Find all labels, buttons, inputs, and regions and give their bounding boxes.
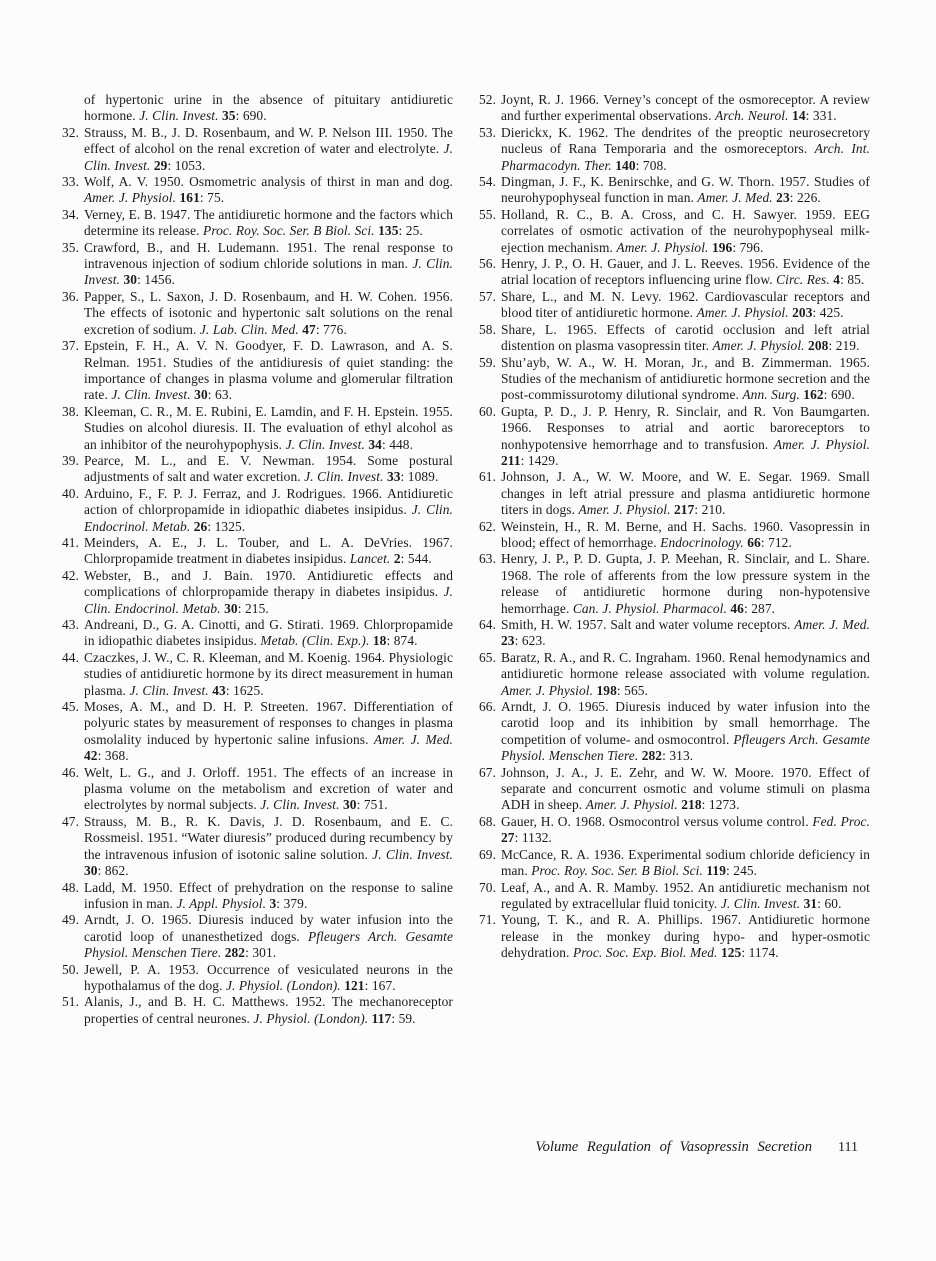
- reference-pages: : 167.: [364, 977, 396, 993]
- reference-pages: : 301.: [245, 945, 277, 961]
- reference-text: Weinstein, H., R. M. Berne, and H. Sachs. 1960. Vasopressin in blood; effect of hemorrhage.: [501, 518, 870, 550]
- reference-text: Strauss, M. B., R. K. Davis, J. D. Rosenbaum, and E. C. Rossmeisl. 1951. “Water diuresis” produced during recumbency by the intravenous infusion of isotonic saline solution.: [84, 813, 453, 862]
- reference-item: [62, 912, 453, 961]
- reference-pages: : 1132.: [514, 830, 552, 846]
- reference-pages: : 712.: [760, 534, 792, 550]
- reference-journal: Pfleugers Arch. Gesamte Physiol. Menschen Tiere.: [501, 731, 870, 764]
- reference-journal: J. Physiol. (London).: [225, 977, 345, 993]
- reference-journal: J. Clin. Endocrinol. Metab.: [84, 584, 453, 616]
- reference-volume: 218: [681, 797, 702, 813]
- reference-item: [62, 880, 453, 913]
- reference-text: Crawford, B., and H. Ludemann. 1951. The renal response to intravenous injection of sodium chloride solutions in man.: [84, 239, 453, 272]
- reference-pages: : 796.: [732, 239, 764, 255]
- reference-item: [479, 207, 870, 256]
- reference-pages: : 448.: [381, 436, 414, 452]
- reference-journal: J. Clin. Invest.: [260, 797, 343, 813]
- reference-item: [479, 289, 870, 322]
- reference-number: 67.: [479, 764, 497, 780]
- reference-volume: 30: [84, 863, 98, 879]
- reference-journal: Amer. J. Physiol.: [616, 239, 712, 255]
- reference-text: Share, L. 1965. Effects of carotid occlusion and left atrial distention on plasma vasopressin titer.: [501, 321, 870, 354]
- reference-number: 49.: [62, 912, 80, 928]
- reference-pages: : 623.: [514, 633, 546, 649]
- reference-pages: : 331.: [805, 108, 837, 124]
- reference-pages: : 287.: [743, 600, 776, 616]
- reference-item: [479, 847, 870, 880]
- reference-volume: 140: [615, 157, 636, 173]
- reference-volume: 217: [674, 502, 695, 518]
- reference-journal: Arch. Int. Pharmacodyn. Ther.: [501, 141, 870, 173]
- reference-volume: 198: [596, 682, 617, 698]
- reference-volume: 162: [803, 387, 824, 403]
- reference-volume: 208: [808, 338, 829, 354]
- reference-volume: 3: [269, 895, 277, 911]
- reference-pages: : 690.: [823, 387, 855, 403]
- reference-journal: J. Clin. Endocrinol. Metab.: [84, 502, 453, 534]
- reference-item: [62, 535, 453, 568]
- reference-text: Smith, H. W. 1957. Salt and water volume receptors.: [501, 617, 795, 632]
- reference-text: Papper, S., L. Saxon, J. D. Rosenbaum, and H. W. Cohen. 1956. The effects of isotonic and hypertonic salt solutions on the renal excretion of sodium.: [84, 288, 453, 337]
- reference-text: Johnson, J. A., W. W. Moore, and W. E. Segar. 1969. Small changes in left atrial pressure and plasma antidiuretic hormone titers in dogs.: [501, 469, 870, 518]
- reference-item: [62, 453, 453, 486]
- reference-number: 70.: [479, 879, 497, 895]
- reference-item: [479, 256, 870, 289]
- reference-volume: 203: [792, 305, 813, 321]
- reference-pages: : 379.: [276, 895, 308, 911]
- reference-text: Ladd, M. 1950. Effect of prehydration on the response to saline infusion in man.: [84, 879, 453, 911]
- reference-number: 46.: [62, 764, 80, 780]
- reference-number: 50.: [62, 961, 80, 977]
- reference-text: Johnson, J. A., J. E. Zehr, and W. W. Moore. 1970. Effect of separate and concurrent osmotic and volume stimuli on plasma ADH in sheep.: [501, 764, 870, 813]
- reference-columns: [62, 92, 870, 1027]
- reference-number: 62.: [479, 518, 497, 534]
- reference-pages: : 60.: [817, 895, 842, 911]
- reference-item: [62, 338, 453, 404]
- reference-volume: 161: [179, 190, 200, 206]
- reference-number: 41.: [62, 534, 80, 550]
- reference-volume: 121: [344, 977, 365, 993]
- reference-text: Gupta, P. D., J. P. Henry, R. Sinclair, and R. Von Baumgarten. 1966. Responses to atrial and aortic baroreceptors to nonhypotensive hemorrhage and to transfusion.: [501, 403, 870, 452]
- reference-pages: : 313.: [662, 748, 694, 764]
- reference-number: 61.: [479, 469, 497, 485]
- reference-number: 51.: [62, 994, 80, 1010]
- reference-pages: : 425.: [812, 305, 844, 321]
- reference-item: [479, 404, 870, 470]
- reference-number: 57.: [479, 288, 497, 304]
- reference-volume: 30: [343, 797, 357, 813]
- reference-journal: Amer. J. Med.: [794, 617, 871, 632]
- reference-volume: 42: [84, 748, 98, 764]
- reference-number: 34.: [62, 206, 80, 222]
- reference-volume: 2: [393, 551, 401, 567]
- reference-list-left-column: [62, 92, 453, 1027]
- reference-number: 43.: [62, 617, 80, 632]
- reference-number: 63.: [479, 551, 497, 567]
- reference-journal: Amer. J. Physiol.: [578, 502, 674, 518]
- reference-journal: Proc. Roy. Soc. Ser. B Biol. Sci.: [203, 223, 379, 239]
- running-title: Volume Regulation of Vasopressin Secretion: [535, 1139, 813, 1155]
- reference-journal: Amer. J. Physiol.: [84, 190, 180, 206]
- reference-item: [479, 322, 870, 355]
- reference-text: Kleeman, C. R., M. E. Rubini, E. Lamdin, and F. H. Epstein. 1955. Studies on alcohol diuresis. II. The evaluation of ethyl alcohol as an inhibitor of the neurohypophysis.: [84, 403, 453, 452]
- reference-journal: Endocrinology.: [660, 534, 748, 550]
- reference-pages: : 751.: [356, 797, 388, 813]
- reference-journal: Amer. J. Physiol.: [696, 305, 793, 321]
- reference-item: [479, 814, 870, 847]
- reference-text: Epstein, F. H., A. V. N. Goodyer, F. D. Lawrason, and A. S. Relman. 1951. Studies of the antidiuresis of quiet standing: the importance of changes in plasma volume and glomerular filtration rate.: [84, 338, 453, 403]
- reference-journal: Proc. Soc. Exp. Biol. Med.: [572, 945, 721, 961]
- reference-pages: : 874.: [386, 633, 418, 649]
- reference-volume: 117: [371, 1010, 392, 1026]
- reference-journal: Arch. Neurol.: [715, 108, 793, 124]
- reference-volume: 4: [833, 272, 841, 288]
- reference-pages: : 544.: [400, 551, 432, 567]
- reference-text: Baratz, R. A., and R. C. Ingraham. 1960. Renal hemodynamics and antidiuretic hormone release associated with volume regulation.: [501, 649, 870, 682]
- reference-item: [479, 469, 870, 518]
- reference-text: Andreani, D., G. A. Cinotti, and G. Stirati. 1969. Chlorpropamide in idiopathic diabetes insipidus.: [84, 617, 453, 649]
- reference-volume: 27: [501, 830, 515, 846]
- reference-pages: : 690.: [235, 108, 267, 124]
- reference-pages: : 245.: [726, 863, 758, 879]
- reference-volume: 30: [123, 272, 138, 288]
- reference-journal: J. Clin. Invest.: [111, 387, 195, 403]
- reference-journal: J. Clin. Invest.: [372, 846, 453, 862]
- reference-volume: 35: [221, 108, 236, 124]
- reference-text: of hypertonic urine in the absence of pituitary antidiuretic hormone.: [84, 92, 453, 124]
- reference-pages: : 708.: [635, 157, 667, 173]
- reference-item: [62, 125, 453, 174]
- reference-item: [479, 174, 870, 207]
- reference-number: 65.: [479, 649, 497, 665]
- reference-pages: : 1625.: [225, 682, 264, 698]
- reference-journal: Amer. J. Physiol.: [585, 797, 682, 813]
- reference-item: [479, 699, 870, 765]
- reference-text: Webster, B., and J. Bain. 1970. Antidiuretic effects and complications of chlorpropamide therapy in diabetes insipidus.: [84, 567, 453, 600]
- reference-text: Henry, J. P., P. D. Gupta, J. P. Meehan, R. Sinclair, and L. Share. 1968. The role of afferents from the low pressure system in the release of antidiuretic hormone during non-hypotensive hemorrhage.: [501, 551, 870, 616]
- reference-item: [479, 92, 870, 125]
- reference-journal: J. Clin. Invest.: [129, 682, 213, 698]
- reference-text: Jewell, P. A. 1953. Occurrence of vesiculated neurons in the hypothalamus of the dog.: [84, 961, 453, 993]
- reference-number: 44.: [62, 649, 80, 665]
- reference-number: 64.: [479, 617, 497, 632]
- reference-journal: J. Clin. Invest.: [304, 469, 387, 485]
- reference-item: [62, 962, 453, 995]
- reference-text: Dingman, J. F., K. Benirschke, and G. W. Thorn. 1957. Studies of neurohypophyseal function in man.: [501, 174, 870, 206]
- reference-number: 32.: [62, 124, 80, 140]
- reference-number: 55.: [479, 206, 497, 222]
- reference-text: Shu’ayb, W. A., W. H. Moran, Jr., and B. Zimmerman. 1965. Studies of the mechanism of antidiuretic hormone secretion and the post-commissurotomy dilutional syndrome.: [501, 354, 870, 403]
- reference-pages: : 219.: [828, 338, 860, 354]
- reference-volume: 31: [803, 895, 818, 911]
- reference-pages: : 1325.: [207, 518, 246, 534]
- reference-pages: : 210.: [694, 502, 726, 518]
- reference-volume: 119: [706, 863, 726, 879]
- reference-volume: 282: [641, 748, 663, 764]
- reference-text: Arndt, J. O. 1965. Diuresis induced by water infusion into the carotid loop and its inhibition by small hemorrhage. The competition of volume- and osmocontrol.: [501, 699, 870, 747]
- reference-pages: : 1053.: [167, 157, 206, 173]
- reference-volume: 125: [720, 945, 742, 961]
- reference-item: [479, 765, 870, 814]
- reference-pages: : 25.: [398, 223, 423, 239]
- reference-text: Moses, A. M., and D. H. P. Streeten. 1967. Differentiation of polyuric states by measurement of responses to changes in plasma osmolality induced by hypertonic saline infusions.: [84, 699, 453, 747]
- reference-volume: 211: [501, 452, 521, 468]
- reference-number: 40.: [62, 485, 80, 501]
- reference-number: 53.: [479, 124, 497, 140]
- reference-number: 60.: [479, 403, 497, 419]
- reference-item: [479, 519, 870, 552]
- reference-number: 66.: [479, 699, 497, 715]
- reference-volume: 66: [747, 534, 761, 550]
- reference-journal: J. Clin. Invest.: [139, 108, 222, 124]
- reference-volume: 30: [224, 600, 238, 616]
- reference-text: Pearce, M. L., and E. V. Newman. 1954. Some postural adjustments of salt and water excretion.: [84, 452, 453, 485]
- reference-item: [62, 486, 453, 535]
- reference-journal: J. Appl. Physiol.: [176, 895, 270, 911]
- reference-item: [479, 880, 870, 913]
- reference-item: [479, 617, 870, 650]
- reference-journal: Circ. Res.: [776, 272, 834, 288]
- reference-volume: 46: [730, 600, 744, 616]
- reference-item: [62, 289, 453, 338]
- reference-text: Holland, R. C., B. A. Cross, and C. H. Sawyer. 1959. EEG correlates of osmotic activation of the neurohypophyseal milk-ejection mechanism.: [501, 206, 870, 255]
- reference-item: [479, 650, 870, 699]
- reference-text: McCance, R. A. 1936. Experimental sodium chloride deficiency in man.: [501, 846, 870, 879]
- reference-item: [62, 650, 453, 699]
- reference-journal: Lancet.: [349, 551, 394, 567]
- reference-journal: Metab. (Clin. Exp.).: [260, 633, 373, 649]
- reference-volume: 282: [224, 945, 246, 961]
- reference-text: Young, T. K., and R. A. Phillips. 1967. Antidiuretic hormone release in the monkey during hypo- and hyper-osmotic dehydration.: [501, 912, 870, 961]
- reference-item: [62, 174, 453, 207]
- reference-text: Czaczkes, J. W., C. R. Kleeman, and M. Koenig. 1964. Physiologic studies of antidiuretic hormone by its direct measurement in human plasma.: [84, 649, 453, 698]
- reference-journal: J. Clin. Invest.: [285, 436, 369, 452]
- reference-journal: Can. J. Physiol. Pharmacol.: [572, 600, 731, 616]
- reference-volume: 23: [501, 633, 515, 649]
- reference-text: Share, L., and M. N. Levy. 1962. Cardiovascular receptors and blood titer of antidiuretic hormone.: [501, 288, 870, 321]
- reference-text: Verney, E. B. 1947. The antidiuretic hormone and the factors which determine its release.: [84, 206, 453, 239]
- reference-pages: : 63.: [207, 387, 233, 403]
- reference-number: 56.: [479, 256, 497, 272]
- reference-pages: : 862.: [97, 863, 129, 879]
- reference-number: 69.: [479, 846, 497, 862]
- reference-item: [62, 699, 453, 765]
- reference-item: [479, 912, 870, 961]
- reference-number: 47.: [62, 813, 80, 829]
- reference-volume: 135: [378, 223, 399, 239]
- reference-item: [62, 617, 453, 650]
- reference-pages: : 215.: [237, 600, 269, 616]
- reference-pages: : 1273.: [701, 797, 740, 813]
- reference-pages: : 1174.: [741, 945, 779, 961]
- reference-number: 59.: [479, 354, 497, 370]
- reference-item: [62, 404, 453, 453]
- reference-number: 38.: [62, 403, 80, 419]
- reference-volume: 26: [193, 518, 208, 534]
- reference-journal: Proc. Roy. Soc. Ser. B Biol. Sci.: [531, 863, 707, 879]
- reference-number: 52.: [479, 92, 497, 107]
- reference-journal: Amer. J. Physiol.: [773, 436, 870, 452]
- reference-pages: : 368.: [97, 748, 129, 764]
- reference-volume: 18: [372, 633, 387, 649]
- reference-volume: 47: [302, 321, 316, 337]
- reference-journal: J. Clin. Invest.: [84, 256, 453, 288]
- reference-journal: Amer. J. Med.: [697, 190, 777, 206]
- reference-journal: J. Clin. Invest.: [84, 141, 453, 173]
- page-number: 111: [838, 1140, 858, 1155]
- reference-text: Gauer, H. O. 1968. Osmocontrol versus volume control.: [501, 813, 813, 829]
- page-footer: [480, 1139, 858, 1156]
- reference-journal: J. Clin. Invest.: [720, 895, 804, 911]
- reference-volume: 23: [776, 190, 790, 206]
- reference-text: Dierickx, K. 1962. The dendrites of the preoptic neurosecretory nucleus of Rana Temporaria and the osmoreceptors.: [501, 124, 870, 157]
- reference-item: [62, 92, 453, 125]
- reference-number: 39.: [62, 452, 80, 468]
- reference-text: Leaf, A., and A. R. Mamby. 1952. An antidiuretic mechanism not regulated by extracellular fluid tonicity.: [501, 879, 870, 911]
- reference-item: [62, 568, 453, 617]
- reference-item: [62, 994, 453, 1027]
- reference-number: 36.: [62, 288, 80, 304]
- reference-pages: : 1429.: [520, 452, 559, 468]
- reference-number: 71.: [479, 912, 497, 928]
- reference-pages: : 59.: [391, 1010, 416, 1026]
- reference-number: 68.: [479, 813, 497, 829]
- reference-pages: : 75.: [199, 190, 225, 206]
- reference-volume: 196: [711, 239, 733, 255]
- reference-journal: Fed. Proc.: [812, 813, 870, 829]
- reference-volume: 34: [368, 436, 382, 452]
- reference-number: 58.: [479, 321, 497, 337]
- reference-text: Strauss, M. B., J. D. Rosenbaum, and W. P. Nelson III. 1950. The effect of alcohol on the renal excretion of water and electrolyte.: [84, 124, 453, 157]
- reference-text: Welt, L. G., and J. Orloff. 1951. The effects of an increase in plasma volume on the metabolism and excretion of water and electrolytes by normal subjects.: [84, 764, 453, 813]
- reference-pages: : 1089.: [400, 469, 439, 485]
- reference-pages: : 776.: [315, 321, 347, 337]
- reference-pages: : 1456.: [137, 272, 175, 288]
- reference-number: 37.: [62, 338, 80, 354]
- reference-journal: Amer. J. Med.: [373, 731, 453, 747]
- reference-volume: 33: [386, 469, 401, 485]
- reference-text: Arduino, F., F. P. J. Ferraz, and J. Rodrigues. 1966. Antidiuretic action of chlorpropamide in idiopathic diabetes insipidus.: [84, 485, 453, 518]
- reference-volume: 30: [194, 387, 208, 403]
- reference-volume: 29: [153, 157, 168, 173]
- reference-number: 54.: [479, 174, 497, 190]
- reference-item: [62, 207, 453, 240]
- reference-journal: Ann. Surg.: [742, 387, 804, 403]
- reference-volume: 43: [212, 682, 226, 698]
- reference-volume: 14: [792, 108, 806, 124]
- reference-text: Alanis, J., and B. H. C. Matthews. 1952. The mechanoreceptor properties of central neurones.: [84, 994, 453, 1026]
- reference-item: [479, 355, 870, 404]
- reference-pages: : 565.: [616, 682, 649, 698]
- reference-item: [479, 551, 870, 617]
- reference-text: Arndt, J. O. 1965. Diuresis induced by water infusion into the carotid loop of unanesthetized dogs.: [84, 912, 453, 944]
- reference-number: 48.: [62, 879, 80, 895]
- reference-journal: Amer. J. Physiol.: [501, 682, 597, 698]
- reference-pages: : 226.: [789, 190, 821, 206]
- reference-number: 33.: [62, 174, 80, 190]
- reference-number: 35.: [62, 239, 80, 255]
- reference-item: [479, 125, 870, 174]
- reference-journal: J. Lab. Clin. Med.: [199, 321, 303, 337]
- reference-text: Wolf, A. V. 1950. Osmometric analysis of thirst in man and dog.: [84, 174, 453, 190]
- reference-number: 42.: [62, 567, 80, 583]
- reference-item: [62, 765, 453, 814]
- reference-journal: Amer. J. Physiol.: [712, 338, 809, 354]
- reference-journal: Pfleugers Arch. Gesamte Physiol. Menschen Tiere.: [84, 928, 453, 961]
- reference-pages: : 85.: [840, 272, 865, 288]
- reference-journal: J. Physiol. (London).: [253, 1010, 372, 1026]
- reference-list-right-column: [479, 92, 870, 1027]
- reference-number: 45.: [62, 699, 80, 715]
- reference-text: Joynt, R. J. 1966. Verney’s concept of the osmoreceptor. A review and further experimental observations.: [501, 92, 870, 124]
- reference-text: Meinders, A. E., J. L. Touber, and L. A. DeVries. 1967. Chlorpropamide treatment in diabetes insipidus.: [84, 534, 453, 567]
- reference-text: Henry, J. P., O. H. Gauer, and J. L. Reeves. 1956. Evidence of the atrial location of receptors influencing urine flow.: [501, 256, 870, 288]
- reference-item: [62, 240, 453, 289]
- reference-item: [62, 814, 453, 880]
